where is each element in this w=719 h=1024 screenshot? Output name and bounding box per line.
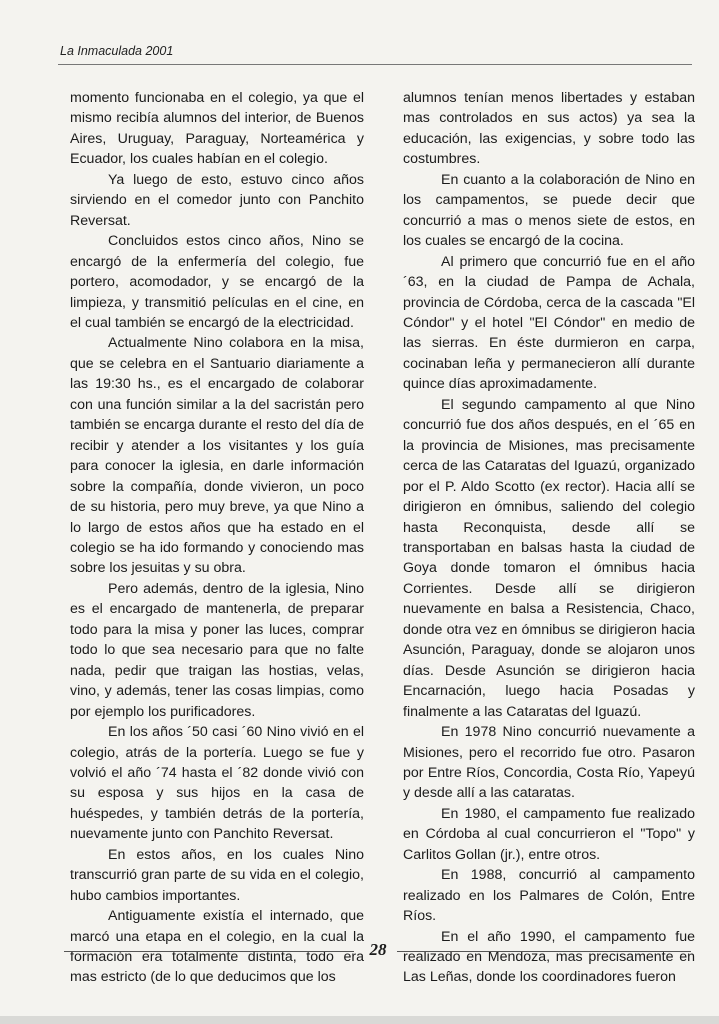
paragraph: En 1980, el campamento fue realizado en Córdoba al cual concurrieron el "Topo" y Carlitos Gollan (jr.), entre otros. <box>403 805 695 863</box>
paragraph: Actualmente Nino colabora en la misa, que se celebra en el Santuario diariamente a las 19:30 hs., es el encargado de colaborar con una función similar a la del sacristán pero también se encarga durante el resto del día de recibir y atender a los visitantes y los guía para conocer la iglesia, en darle información sobre la compañía, donde vivieron, un poco de su historia, pero muy breve, ya que Nino a lo largo de estos años que ha estado en el colegio se ha ido formando y conociendo mas sobre los jesuitas y su obra. <box>70 335 364 577</box>
paragraph: Pero además, dentro de la iglesia, Nino es el encargado de mantenerla, de preparar todo para la misa y poner las luces, comprar todo lo que sea necesario para que no falte nada, pedir que traigan las hostias, velas, vino, y además, tener las cosas limpias, como por ejemplo los purificadores. <box>70 580 364 720</box>
footer-rule-right <box>397 951 691 952</box>
paragraph: El segundo campamento al que Nino concurrió fue dos años después, en el ´65 en la provincia de Misiones, mas precisamente cerca de las Cataratas del Iguazú, organizado por el P. Aldo Scotto (ex rector). Hacia allí se dirigieron en ómnibus, saliendo del colegio hasta Reconquista, desde allí se transportaban en balsas hasta la ciudad de Goya donde tomaron el ómnibus hacia Corrientes. Desde allí se dirigieron nuevamente en balsa a Resistencia, Chaco, donde otra vez en ómnibus se dirigieron hacia Asunción, Paraguay, donde se alojaron unos días. Desde Asunción se dirigieron hacia Encarnación, luego hacia Posadas y finalmente a las Cataratas del Iguazú. <box>403 396 695 720</box>
running-header: La Inmaculada 2001 <box>60 44 174 58</box>
page-bottom-edge <box>0 1016 719 1024</box>
paragraph: Antiguamente existía el internado, que marcó una etapa en el colegio, en la cual la formación era totalmente distinta, todo era mas estricto (de lo que deducimos que los <box>70 908 364 986</box>
right-column <box>403 88 695 988</box>
left-column <box>70 88 364 988</box>
paragraph: Al primero que concurrió fue en el año ´63, en la ciudad de Pampa de Achala, provincia de Córdoba, cerca de la cascada "El Cóndor" y el hotel "El Cóndor" en medio de las sierras. En éste durmieron en carpa, cocinaban leña y permanecieron allí durante quince días aproximadamente. <box>403 253 695 393</box>
footer-rule-left <box>64 951 354 952</box>
paragraph: En 1988, concurrió al campamento realizado en los Palmares de Colón, Entre Ríos. <box>403 867 695 925</box>
paragraph: En cuanto a la colaboración de Nino en los campamentos, se puede decir que concurrió a mas o menos siete de estos, en los cuales se encargó de la cocina. <box>403 171 695 250</box>
paragraph: momento funcionaba en el colegio, ya que el mismo recibía alumnos del interior, de Buenos Aires, Uruguay, Paraguay, Norteamérica y Ecuador, los cuales habían en el colegio. <box>70 90 364 168</box>
paragraph: En estos años, en los cuales Nino transcurrió gran parte de su vida en el colegio, hubo cambios importantes. <box>70 846 364 904</box>
paragraph: En los años ´50 casi ´60 Nino vivió en el colegio, atrás de la portería. Luego se fue y volvió el año ´74 hasta el ´82 donde vivió con su esposa y sus hijos en la casa de huéspedes, y también detrás de la portería, nuevamente junto con Panchito Reversat. <box>70 724 364 843</box>
paragraph: En 1978 Nino concurrió nuevamente a Misiones, pero el recorrido fue otro. Pasaron por Entre Ríos, Concordia, Costa Río, Yapeyú y desde allí a las cataratas. <box>403 724 695 802</box>
paragraph: alumnos tenían menos libertades y estaban mas controlados en sus actos) ya sea la educación, las exigencias, y sobre todo las costumbres. <box>403 90 695 168</box>
paragraph: Ya luego de esto, estuvo cinco años sirviendo en el comedor junto con Panchito Reversat. <box>70 171 364 229</box>
page-number: 28 <box>369 940 387 959</box>
paragraph: Concluidos estos cinco años, Nino se encargó de la enfermería del colegio, fue portero, acomodador, y se encargó de la limpieza, y transmitió películas en el cine, en el cual también se encargó de la electricidad. <box>70 233 364 331</box>
paragraph: En el año 1990, el campamento fue realizado en Mendoza, mas precisamente en Las Leñas, donde los coordinadores fueron <box>403 928 695 986</box>
header-rule <box>58 64 692 65</box>
